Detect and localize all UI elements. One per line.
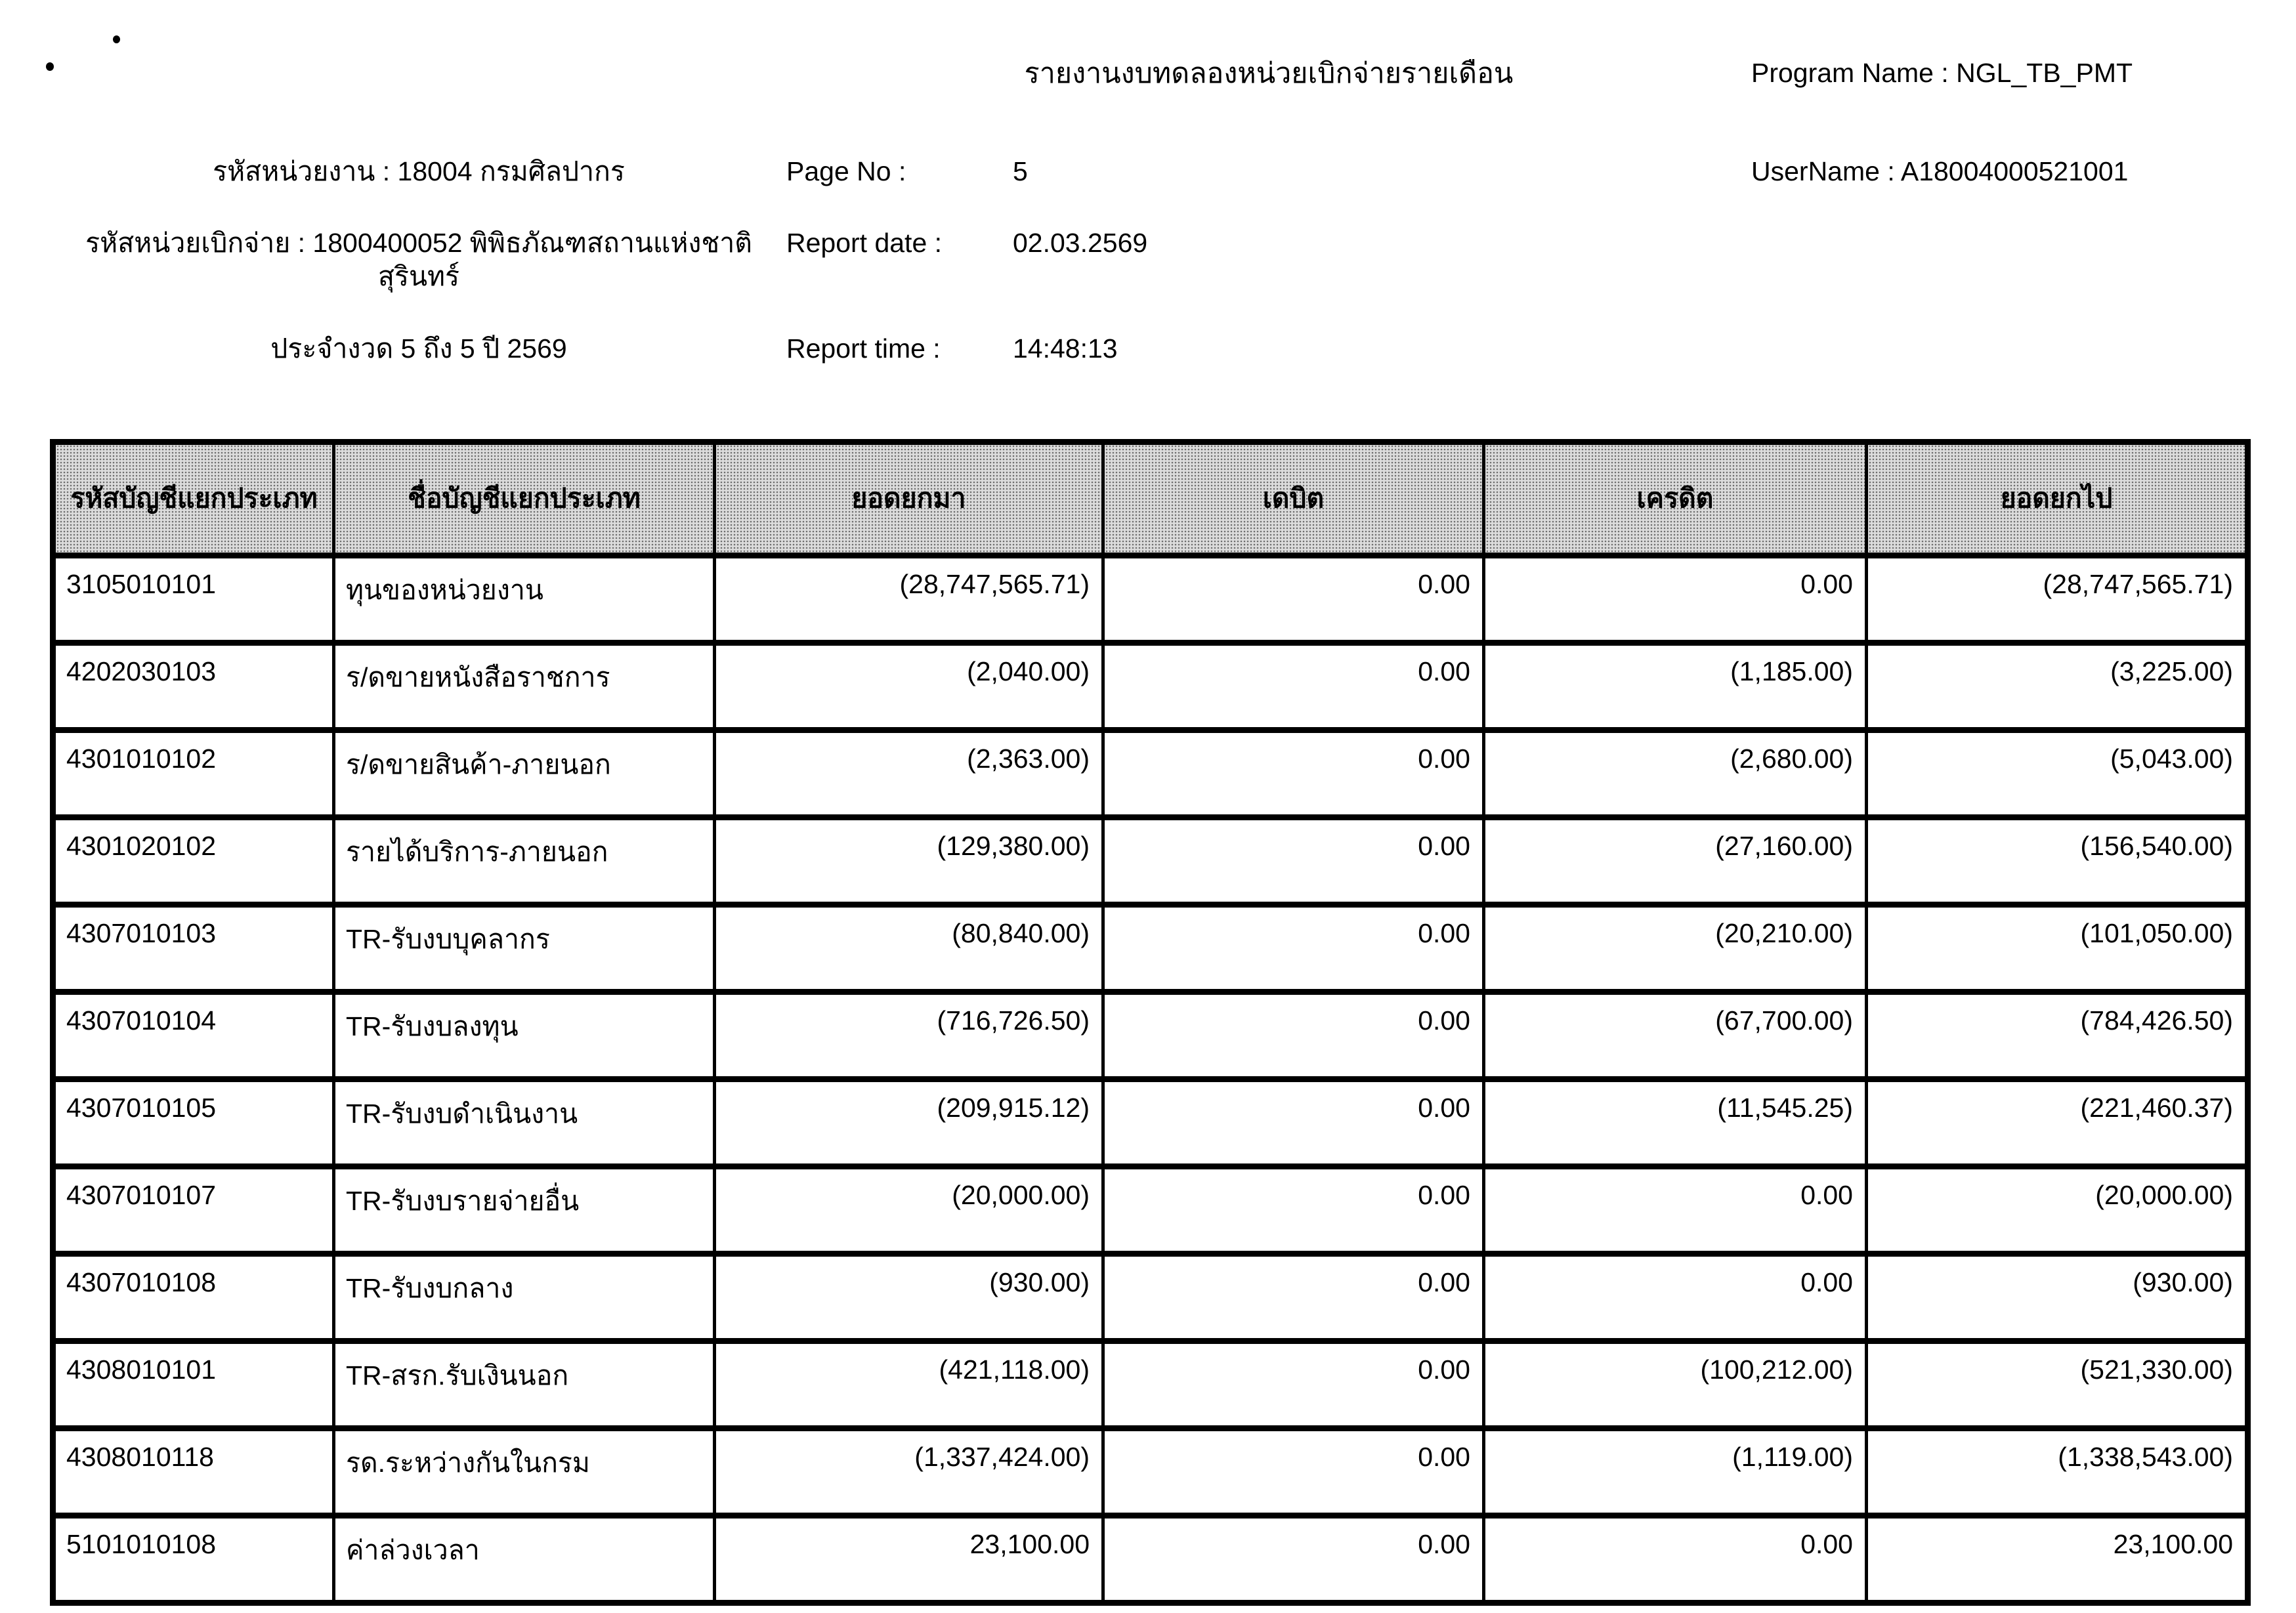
account-code-cell: 4202030103 — [53, 642, 334, 730]
account-code-cell: 4308010118 — [53, 1428, 334, 1515]
program-name-value: NGL_TB_PMT — [1956, 58, 2133, 88]
table-row — [53, 1428, 2248, 1515]
account-name-cell: TR-รับงบบุคลากร — [334, 904, 715, 992]
amount-cell: (20,000.00) — [715, 1166, 1103, 1253]
amount-cell: (784,426.50) — [1867, 992, 2248, 1079]
amount-cell: (2,680.00) — [1484, 730, 1867, 817]
page-no-line — [786, 155, 1751, 188]
amount-cell: (80,840.00) — [715, 904, 1103, 992]
amount-cell: (20,000.00) — [1867, 1166, 2248, 1253]
amount-cell: (2,363.00) — [715, 730, 1103, 817]
table-row — [53, 1079, 2248, 1166]
amount-cell: 0.00 — [1484, 1515, 1867, 1603]
agency-line: รหัสหน่วยงาน : 18004 กรมศิลปากร — [213, 156, 625, 186]
account-code-cell: 4301020102 — [53, 817, 334, 904]
amount-cell: 0.00 — [1103, 1253, 1484, 1341]
table-row — [53, 904, 2248, 992]
table-row — [53, 642, 2248, 730]
amount-cell: 0.00 — [1103, 730, 1484, 817]
column-header-account-name: ชื่อบัญชีแยกประเภท — [334, 442, 715, 555]
account-code-cell: 4307010108 — [53, 1253, 334, 1341]
amount-cell: 0.00 — [1484, 555, 1867, 642]
scan-speck — [113, 35, 120, 43]
report-date-line — [786, 226, 1751, 260]
report-time-value: 14:48:13 — [1013, 333, 1118, 364]
disbursement-unit-line: รหัสหน่วยเบิกจ่าย : 1800400052 พิพิธภัณฑสถานแห่งชาติ สุรินทร์ — [85, 228, 752, 292]
account-name-cell: ร/ดขายสินค้า-ภายนอก — [334, 730, 715, 817]
column-header-debit: เดบิต — [1103, 442, 1484, 555]
amount-cell: 0.00 — [1103, 1341, 1484, 1428]
account-name-cell: TR-รับงบลงทุน — [334, 992, 715, 1079]
account-code-cell: 4307010107 — [53, 1166, 334, 1253]
amount-cell: (1,338,543.00) — [1867, 1428, 2248, 1515]
amount-cell: (1,337,424.00) — [715, 1428, 1103, 1515]
amount-cell: (930.00) — [1867, 1253, 2248, 1341]
report-time-label: Report time : — [786, 333, 941, 364]
report-date-value: 02.03.2569 — [1013, 228, 1148, 258]
scan-speck — [46, 62, 54, 71]
report-header — [0, 0, 2296, 366]
amount-cell: (28,747,565.71) — [1867, 555, 2248, 642]
amount-cell: (11,545.25) — [1484, 1079, 1867, 1166]
amount-cell: (930.00) — [715, 1253, 1103, 1341]
amount-cell: (2,040.00) — [715, 642, 1103, 730]
amount-cell: (221,460.37) — [1867, 1079, 2248, 1166]
amount-cell: 0.00 — [1103, 1079, 1484, 1166]
account-name-cell: ค่าล่วงเวลา — [334, 1515, 715, 1603]
period-line: ประจำงวด 5 ถึง 5 ปี 2569 — [270, 333, 567, 364]
account-name-cell: ร/ดขายหนังสือราชการ — [334, 642, 715, 730]
trial-balance-table-wrapper — [50, 439, 2245, 1606]
table-row — [53, 1341, 2248, 1428]
amount-cell: 0.00 — [1103, 555, 1484, 642]
account-name-cell: TR-สรก.รับเงินนอก — [334, 1341, 715, 1428]
account-code-cell: 4308010101 — [53, 1341, 334, 1428]
column-header-balance-brought-forward: ยอดยกมา — [715, 442, 1103, 555]
amount-cell: (20,210.00) — [1484, 904, 1867, 992]
amount-cell: (156,540.00) — [1867, 817, 2248, 904]
page-no-value: 5 — [1013, 156, 1028, 186]
username-value: A18004000521001 — [1900, 156, 2129, 186]
amount-cell: (3,225.00) — [1867, 642, 2248, 730]
account-code-cell: 4301010102 — [53, 730, 334, 817]
page-no-label: Page No : — [786, 156, 906, 186]
amount-cell: (100,212.00) — [1484, 1341, 1867, 1428]
table-row — [53, 1253, 2248, 1341]
amount-cell: (716,726.50) — [715, 992, 1103, 1079]
amount-cell: 0.00 — [1103, 642, 1484, 730]
report-title: รายงานงบทดลองหน่วยเบิกจ่ายรายเดือน — [1024, 58, 1514, 89]
account-code-cell: 3105010101 — [53, 555, 334, 642]
amount-cell: (67,700.00) — [1484, 992, 1867, 1079]
account-name-cell: รายได้บริการ-ภายนอก — [334, 817, 715, 904]
amount-cell: (129,380.00) — [715, 817, 1103, 904]
amount-cell: 0.00 — [1103, 1515, 1484, 1603]
column-header-credit: เครดิต — [1484, 442, 1867, 555]
table-header-row — [53, 442, 2248, 555]
amount-cell: (101,050.00) — [1867, 904, 2248, 992]
program-name-label: Program Name : — [1751, 58, 1949, 88]
account-name-cell: TR-รับงบดำเนินงาน — [334, 1079, 715, 1166]
amount-cell: (1,185.00) — [1484, 642, 1867, 730]
amount-cell: 0.00 — [1103, 992, 1484, 1079]
table-row — [53, 730, 2248, 817]
username-line — [1751, 155, 2276, 188]
report-date-label: Report date : — [786, 228, 943, 258]
account-name-cell: TR-รับงบกลาง — [334, 1253, 715, 1341]
amount-cell: 23,100.00 — [715, 1515, 1103, 1603]
account-code-cell: 4307010104 — [53, 992, 334, 1079]
amount-cell: 0.00 — [1484, 1166, 1867, 1253]
amount-cell: (209,915.12) — [715, 1079, 1103, 1166]
amount-cell: (521,330.00) — [1867, 1341, 2248, 1428]
amount-cell: 23,100.00 — [1867, 1515, 2248, 1603]
table-row — [53, 555, 2248, 642]
account-code-cell: 4307010103 — [53, 904, 334, 992]
table-row — [53, 1515, 2248, 1603]
table-row — [53, 817, 2248, 904]
report-time-line — [786, 332, 1751, 366]
account-name-cell: TR-รับงบรายจ่ายอื่น — [334, 1166, 715, 1253]
amount-cell: (421,118.00) — [715, 1341, 1103, 1428]
amount-cell: (5,043.00) — [1867, 730, 2248, 817]
column-header-balance-carried-forward: ยอดยกไป — [1867, 442, 2248, 555]
column-header-account-code: รหัสบัญชีแยกประเภท — [53, 442, 334, 555]
amount-cell: (1,119.00) — [1484, 1428, 1867, 1515]
amount-cell: (27,160.00) — [1484, 817, 1867, 904]
amount-cell: 0.00 — [1484, 1253, 1867, 1341]
table-row — [53, 1166, 2248, 1253]
amount-cell: 0.00 — [1103, 1428, 1484, 1515]
trial-balance-table — [50, 439, 2251, 1606]
table-row — [53, 992, 2248, 1079]
account-name-cell: ทุนของหน่วยงาน — [334, 555, 715, 642]
program-name-line — [1751, 56, 2276, 90]
amount-cell: 0.00 — [1103, 1166, 1484, 1253]
table-body — [53, 555, 2248, 1603]
account-code-cell: 4307010105 — [53, 1079, 334, 1166]
amount-cell: 0.00 — [1103, 817, 1484, 904]
amount-cell: (28,747,565.71) — [715, 555, 1103, 642]
account-name-cell: รด.ระหว่างกันในกรม — [334, 1428, 715, 1515]
username-label: UserName : — [1751, 156, 1895, 186]
amount-cell: 0.00 — [1103, 904, 1484, 992]
account-code-cell: 5101010108 — [53, 1515, 334, 1603]
